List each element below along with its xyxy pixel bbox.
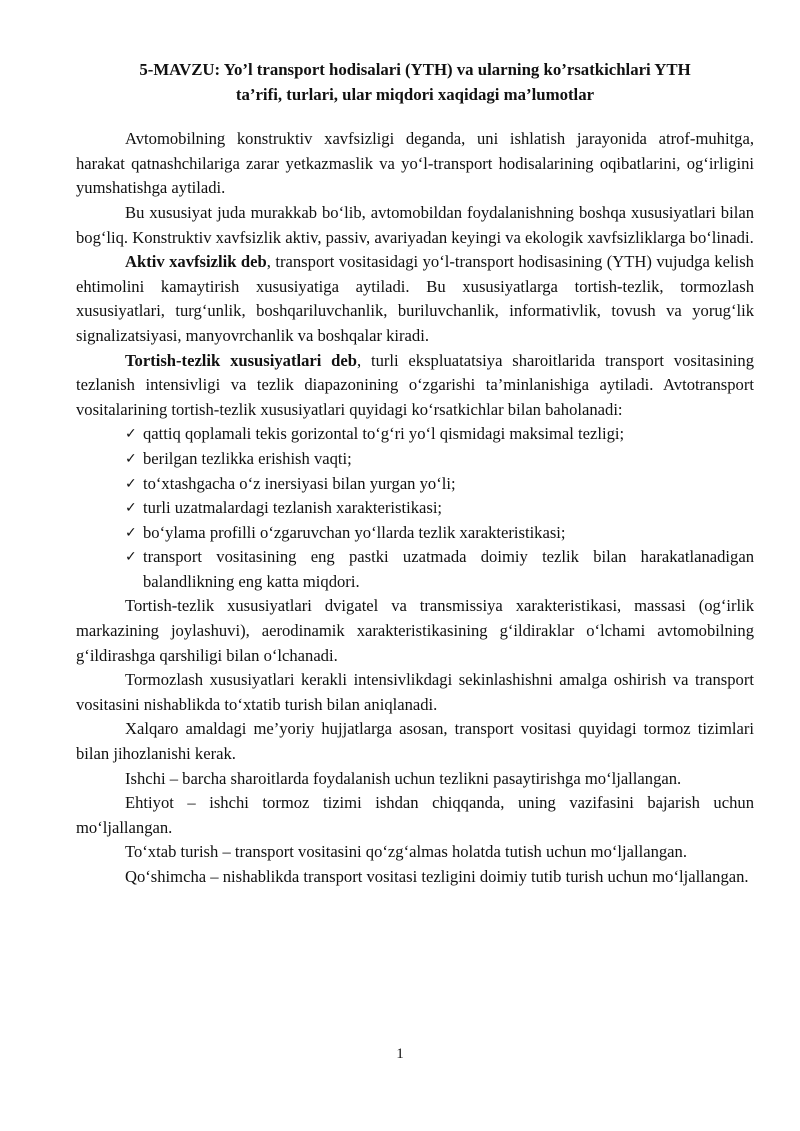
list-item bbox=[125, 521, 754, 546]
document-title bbox=[76, 58, 754, 107]
checkmark-icon: ✓ bbox=[125, 549, 137, 566]
paragraph bbox=[76, 840, 754, 865]
list-item-text: berilgan tezlikka erishish vaqti; bbox=[143, 448, 352, 468]
checkmark-icon: ✓ bbox=[125, 524, 137, 541]
list-item-text: turli uzatmalardagi tezlanish xarakteristikasi; bbox=[143, 498, 443, 518]
paragraph bbox=[76, 201, 754, 250]
title-line-1: 5-MAVZU: Yo’l transport hodisalari (YTH) va ularning ko’rsatkichlari YTH bbox=[139, 60, 691, 79]
list-item-text: transport vositasining eng pastki uzatmada doimiy tezlik bilan harakatlanadigan balandlikning eng katta miqdori. bbox=[143, 547, 754, 591]
title-line-2: ta’rifi, turlari, ular miqdori xaqidagi ma’lumotlar bbox=[235, 84, 595, 104]
checkmark-icon: ✓ bbox=[125, 475, 137, 492]
list-item bbox=[125, 422, 754, 447]
list-item-text: to‘xtashgacha o‘z inersiyasi bilan yurgan yo‘li; bbox=[143, 473, 456, 493]
checkmark-icon: ✓ bbox=[125, 426, 137, 443]
checkmark-icon: ✓ bbox=[125, 500, 137, 517]
paragraph bbox=[76, 865, 754, 890]
list-item-text: qattiq qoplamali tekis gorizontal to‘g‘ri yo‘l qismidagi maksimal tezligi; bbox=[143, 424, 625, 444]
paragraph bbox=[76, 127, 754, 201]
paragraph bbox=[76, 250, 754, 348]
paragraph-text: Ishchi – barcha sharoitlarda foydalanish uchun tezlikni pasaytirishga mo‘ljallangan. bbox=[125, 768, 682, 788]
paragraph-text: Tormozlash xususiyatlari kerakli intensivlikdagi sekinlashishni amalga oshirish va transport vositasini nishablikda to‘xtatib turish bilan aniqlanadi. bbox=[76, 670, 754, 714]
checklist bbox=[76, 422, 754, 594]
closing-paragraphs bbox=[76, 594, 754, 889]
list-item bbox=[125, 496, 754, 521]
paragraph-text: Ehtiyot – ishchi tormoz tizimi ishdan chiqqanda, uning vazifasini bajarish uchun mo‘ljallangan. bbox=[76, 793, 754, 837]
list-item bbox=[125, 447, 754, 472]
paragraph-text: Xalqaro amaldagi me’yoriy hujjatlarga asosan, transport vositasi quyidagi tormoz tizimlari bilan jihozlanishi kerak. bbox=[76, 719, 754, 764]
list-item bbox=[125, 472, 754, 497]
page-number: 1 bbox=[396, 1046, 404, 1062]
document-page bbox=[76, 58, 754, 890]
list-item-text: bo‘ylama profilli o‘zgaruvchan yo‘llarda tezlik xarakteristikasi; bbox=[143, 522, 566, 542]
list-item bbox=[125, 545, 754, 594]
paragraph bbox=[76, 594, 754, 668]
paragraph-text: , turli ekspluatatsiya sharoitlarida transport vositasining tezlanish intensivligi va tezlik diapazonining o‘zgarishi ta’minlanishiga aytiladi. Avtotransport vositalarining tortish-tezlik xususiyatlari quyidagi ko‘rsatkichlar bilan baholanadi: bbox=[76, 350, 754, 419]
paragraph-bold-term: Aktiv xavfsizlik deb bbox=[125, 252, 267, 272]
paragraph-text: Tortish-tezlik xususiyatlari dvigatel va transmissiya xarakteristikasi, massasi (og‘irlik markazining joylashuvi), aerodinamik xarakteristikasining g‘ildiraklar o‘lchami avtomobilning g‘ildirashga qarshiligi bilan o‘lchanadi. bbox=[76, 596, 754, 665]
intro-paragraphs bbox=[76, 127, 754, 422]
paragraph-text: , transport vositasidagi yo‘l-transport hodisasining (YTH) vujudga kelish ehtimolini kamaytirish xususiyatiga aytiladi. Bu xususiyatlarga tortish-tezlik, tormozlash xususiyatlari, turg‘unlik, boshqariluvchanlik, buriluvchanlik, informativlik, tovush va yorug‘lik signalizatsiyasi, manyovrchanlik va boshqalar kiradi. bbox=[76, 252, 754, 345]
paragraph bbox=[76, 791, 754, 840]
paragraph-bold-term: Tortish-tezlik xususiyatlari deb bbox=[125, 350, 357, 370]
checkmark-icon: ✓ bbox=[125, 450, 137, 467]
paragraph bbox=[76, 349, 754, 423]
paragraph-text: Qo‘shimcha – nishablikda transport vositasi tezligini doimiy tutib turish uchun mo‘ljallangan. bbox=[125, 867, 749, 886]
paragraph-text: Bu xususiyat juda murakkab bo‘lib, avtomobildan foydalanishning boshqa xususiyatlari bilan bog‘liq. Konstruktiv xavfsizlik aktiv, passiv, avariyadan keyingi va ekologik xavfsizliklarga bo‘linadi. bbox=[76, 202, 754, 247]
paragraph bbox=[76, 668, 754, 717]
paragraph bbox=[76, 767, 754, 792]
paragraph-text: To‘xtab turish – transport vositasini qo‘zg‘almas holatda tutish uchun mo‘ljallangan. bbox=[125, 842, 687, 862]
paragraph bbox=[76, 717, 754, 766]
paragraph-text: Avtomobilning konstruktiv xavfsizligi deganda, uni ishlatish jarayonida atrof-muhitga, harakat qatnashchilariga zarar yetkazmaslik va yo‘l-transport hodisalarining oqibatlarini, og‘irligini yumshatishga aytiladi. bbox=[76, 129, 754, 198]
